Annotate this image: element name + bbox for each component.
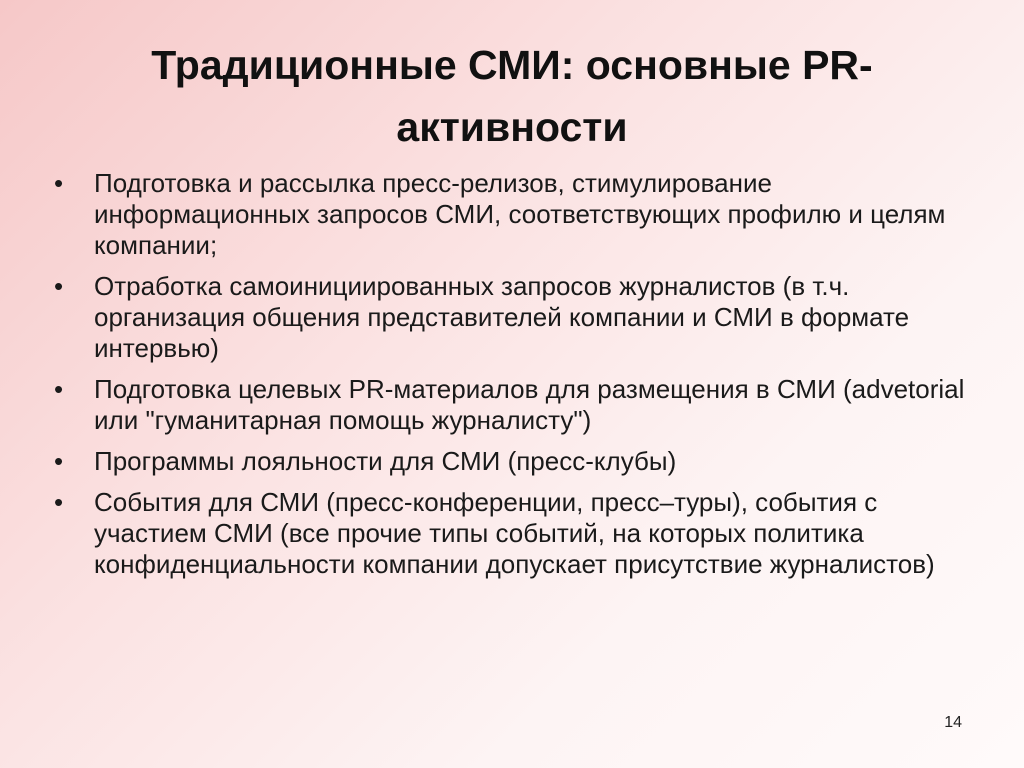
bullet-text: Отработка самоинициированных запросов журналистов (в т.ч. организация общения представителей компании и СМИ в формате интервью) xyxy=(94,271,910,363)
bullet-item xyxy=(52,374,972,436)
bullet-dot-icon: • xyxy=(54,374,64,404)
slide-title-line-2: активности xyxy=(396,104,628,150)
bullet-text: Подготовка и рассылка пресс-релизов, стимулирование информационных запросов СМИ, соответствующих профилю и целям компании; xyxy=(94,168,946,260)
slide-number: 14 xyxy=(944,714,962,731)
bullet-list xyxy=(52,168,972,590)
bullet-item xyxy=(52,168,972,261)
bullet-item xyxy=(52,446,972,477)
bullet-dot-icon: • xyxy=(54,446,64,476)
bullet-text: События для СМИ (пресс-конференции, пресс–туры), события с участием СМИ (все прочие типы событий, на которых политика конфиденциальности компании допускает присутствие журналистов) xyxy=(94,487,935,579)
bullet-dot-icon: • xyxy=(54,271,64,301)
bullet-dot-icon: • xyxy=(54,487,64,517)
bullet-item xyxy=(52,271,972,364)
bullet-text: Программы лояльности для СМИ (пресс-клубы) xyxy=(94,446,677,476)
bullet-dot-icon: • xyxy=(54,168,64,198)
bullet-item xyxy=(52,487,972,580)
slide-title-line-1: Традиционные СМИ: основные PR- xyxy=(151,42,873,88)
bullet-text: Подготовка целевых PR-материалов для размещения в СМИ (advetorial или "гуманитарная помощь журналисту") xyxy=(94,374,965,435)
slide-title xyxy=(0,34,1024,158)
